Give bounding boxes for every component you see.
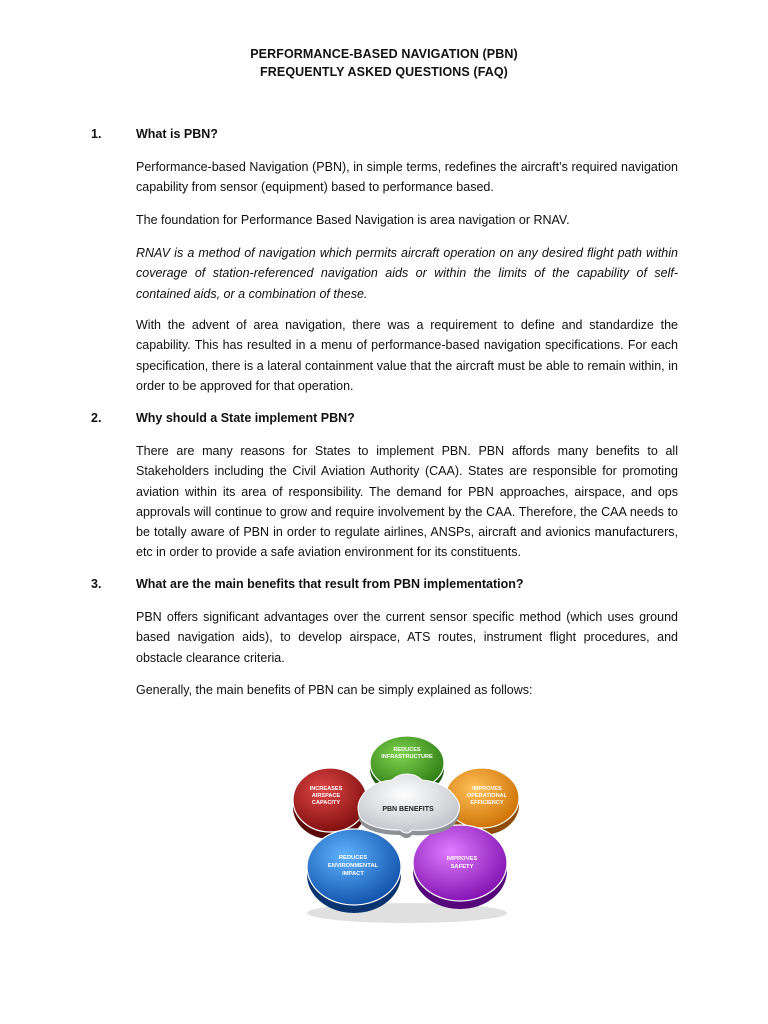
petal-label-line: OPERATIONAL [466,793,508,799]
petal-label-line: EFFICIENCY [470,800,504,806]
center-pbn-benefits-hub [358,774,460,838]
pbn-benefits-diagram [290,735,520,927]
question-2-heading: Why should a State implement PBN? [136,411,355,425]
petal-label-line: CAPACITY [311,800,341,806]
petal-label-line: INCREASES [309,786,343,792]
center-label: PBN BENEFITS [382,806,434,813]
q2-paragraph-1: There are many reasons for States to implement PBN. PBN affords many benefits to all Stakeholders including the Civil Aviation Authority (CAA). States are responsible for promoting aviation within its area of responsibility. The demand for PBN approaches, airspace, and ops approvals will continue to grow and require involvement by the CAA. Therefore, the CAA needs to be totally aware of PBN in order to regulate airlines, ANSPs, aircraft and avionics manufacturers, etc in order to provide a safe aviation environment for its constituents. [136,444,678,560]
question-1-heading: What is PBN? [136,127,218,141]
question-3-number: 3. [91,577,102,591]
q1-paragraph-3-rnav-definition: RNAV is a method of navigation which permits aircraft operation on any desired flight path within coverage of station-referenced navigation aids or within the limits of the capability of self-contained aids, or a combination of these. [136,246,678,301]
petal-label-line: IMPROVES [446,856,478,862]
q3-paragraph-1: PBN offers significant advantages over the current sensor specific method (which uses ground based navigation aids), to develop airspace, ATS routes, instrument flight procedures, and obstacle clearance criteria. [136,610,678,665]
q1-paragraph-1: Performance-based Navigation (PBN), in simple terms, redefines the aircraft’s required navigation capability from sensor (equipment) based to performance based. [136,160,678,195]
petal-reduces-environmental-impact [307,829,401,913]
petal-label-line: REDUCES [338,855,368,861]
petal-label-line: INFRASTRUCTURE [381,754,433,760]
petal-label-line: REDUCES [393,747,421,753]
question-1-number: 1. [91,127,102,141]
q3-paragraph-2: Generally, the main benefits of PBN can be simply explained as follows: [136,683,533,697]
document-title-line-2: FREQUENTLY ASKED QUESTIONS (FAQ) [260,65,508,79]
petal-label-line: IMPACT [342,871,364,877]
q1-paragraph-2: The foundation for Performance Based Navigation is area navigation or RNAV. [136,213,570,227]
petal-improves-safety [413,825,507,909]
q1-paragraph-4: With the advent of area navigation, there was a requirement to define and standardize the capability. This has resulted in a menu of performance-based navigation specifications. For each specification, there is a lateral containment value that the aircraft must be able to remain within, in order to be approved for that operation. [136,318,678,393]
question-2-number: 2. [91,411,102,425]
question-3-heading: What are the main benefits that result from PBN implementation? [136,577,524,591]
petal-label-line: SAFETY [450,864,474,870]
petal-increases-airspace-capacity [293,768,367,839]
petal-label-line: AIRSPACE [311,793,341,799]
petal-label-line: IMPROVES [472,786,502,792]
petal-label-line: ENVIRONMENTAL [327,863,379,869]
document-title-line-1: PERFORMANCE-BASED NAVIGATION (PBN) [250,47,518,61]
